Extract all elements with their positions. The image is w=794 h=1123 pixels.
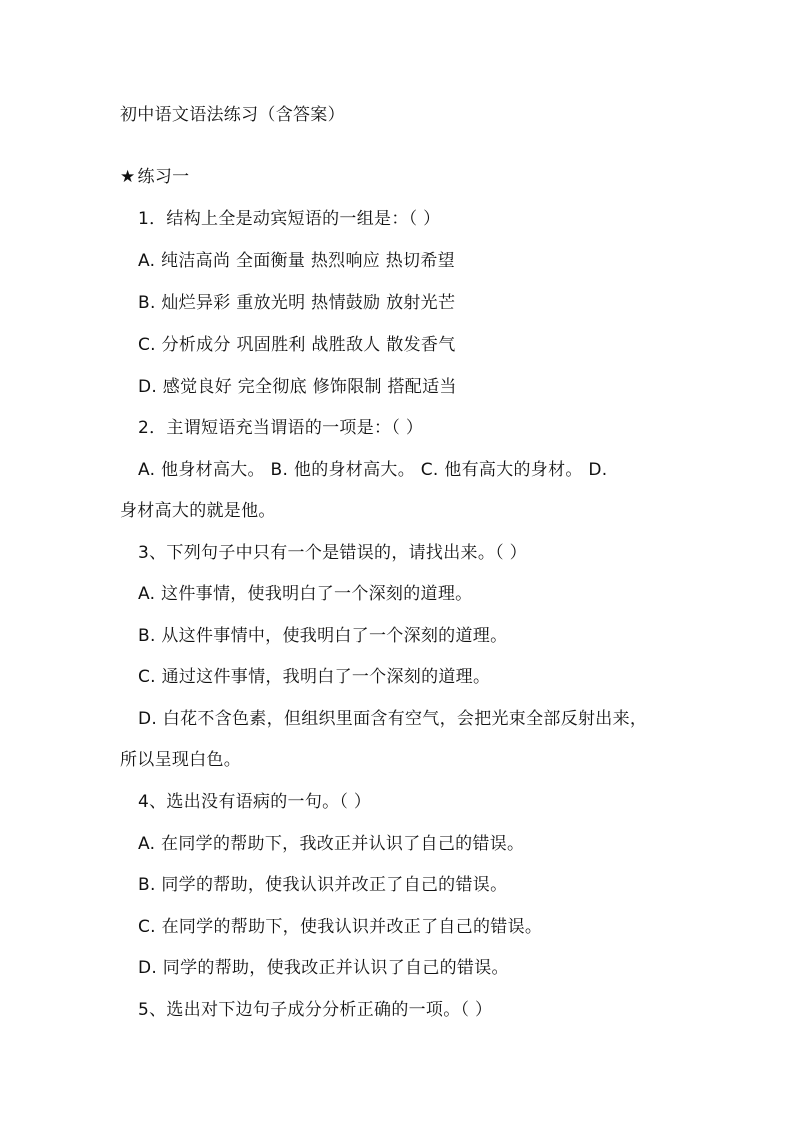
question-4-option-d: D. 同学的帮助，使我改正并认识了自己的错误。 <box>138 958 509 978</box>
question-1-option-a: A. 纯洁高尚 全面衡量 热烈响应 热切希望 <box>138 251 455 271</box>
question-1-option-d: D. 感觉良好 完全彻底 修饰限制 搭配适当 <box>138 377 457 397</box>
question-3-option-c: C. 通过这件事情，我明白了一个深刻的道理。 <box>138 667 491 687</box>
question-5: 5、选出对下边句子成分分析正确的一项。（ ） <box>138 1000 493 1020</box>
section-label: 练习一 <box>137 167 190 187</box>
question-4-option-c: C. 在同学的帮助下，使我认识并改正了自己的错误。 <box>138 917 543 937</box>
question-3-option-d-continued: 所以呈现白色。 <box>120 750 242 770</box>
question-2-options: A. 他身材高大。 B. 他的身材高大。 C. 他有高大的身材。 D. <box>138 460 608 480</box>
question-3-option-b: B. 从这件事情中，使我明白了一个深刻的道理。 <box>138 626 508 646</box>
question-4-option-b: B. 同学的帮助，使我认识并改正了自己的错误。 <box>138 875 508 895</box>
question-2-options-continued: 身材高大的就是他。 <box>120 501 276 521</box>
question-2: 2．主谓短语充当谓语的一项是：（ ） <box>138 418 424 438</box>
question-4: 4、选出没有语病的一句。（ ） <box>138 792 372 812</box>
question-1-option-c: C. 分析成分 巩固胜利 战胜敌人 散发香气 <box>138 335 456 355</box>
question-3-option-a: A. 这件事情，使我明白了一个深刻的道理。 <box>138 584 473 604</box>
question-1: 1．结构上全是动宾短语的一组是：（ ） <box>138 209 441 229</box>
question-3-option-d: D. 白花不含色素，但组织里面含有空气，会把光束全部反射出来， <box>138 709 648 729</box>
question-3: 3、下列句子中只有一个是错误的，请找出来。（ ） <box>138 543 527 563</box>
question-1-option-b: B. 灿烂异彩 重放光明 热情鼓励 放射光芒 <box>138 293 456 313</box>
document-title: 初中语文语法练习（含答案） <box>120 105 345 125</box>
star-icon: ★ <box>120 167 136 187</box>
question-4-option-a: A. 在同学的帮助下，我改正并认识了自己的错误。 <box>138 834 525 854</box>
section-heading <box>120 166 189 188</box>
